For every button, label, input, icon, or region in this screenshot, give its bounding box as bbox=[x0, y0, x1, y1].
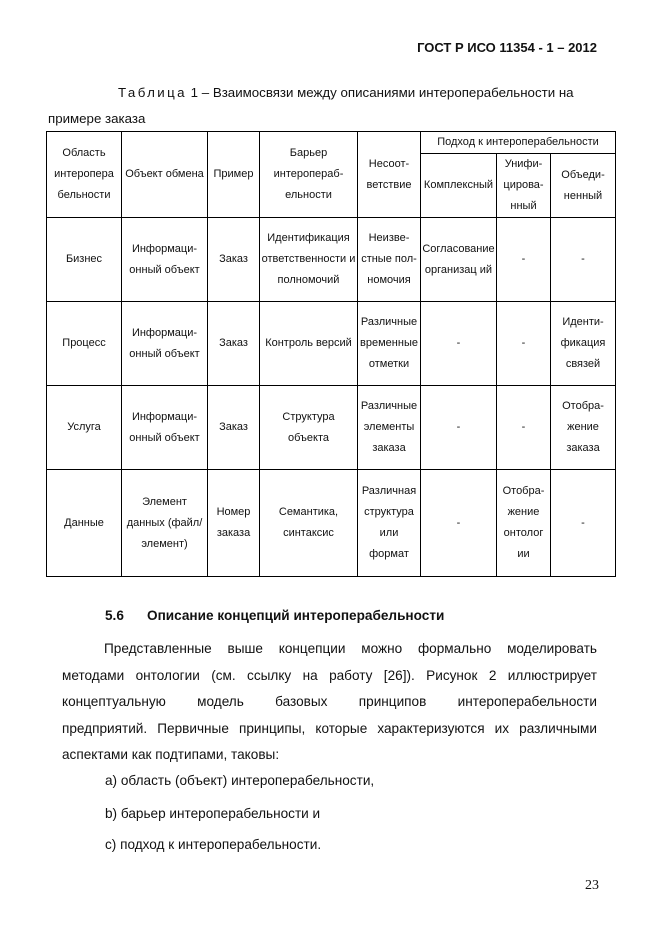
caption-label: Таблица bbox=[118, 85, 187, 100]
cell-example: Заказ bbox=[208, 302, 260, 386]
header-federated: Объединенный bbox=[551, 154, 616, 218]
cell-integrated: - bbox=[421, 386, 497, 470]
cell-integrated: - bbox=[421, 302, 497, 386]
table-row bbox=[47, 470, 616, 577]
table-row bbox=[47, 218, 616, 302]
cell-mismatch: Различные элементы заказа bbox=[358, 386, 421, 470]
cell-federated: - bbox=[551, 470, 616, 577]
cell-federated: Идентификация связей bbox=[551, 302, 616, 386]
section-number: 5.6 bbox=[105, 608, 124, 623]
cell-unified: Отображение онтолог ии bbox=[497, 470, 551, 577]
cell-area: Данные bbox=[47, 470, 122, 577]
page-number: 23 bbox=[585, 878, 599, 893]
cell-object: Элемент данных (файл/ элемент) bbox=[122, 470, 208, 577]
table-row bbox=[47, 302, 616, 386]
cell-object: Информационный объект bbox=[122, 302, 208, 386]
paragraph-line: предприятий. Первичные принципы, которые характеризуются их различными bbox=[62, 720, 597, 736]
header-integrated: Комплексный bbox=[421, 154, 497, 218]
header-barrier: Барьер интероперабельности bbox=[260, 132, 358, 218]
cell-unified: - bbox=[497, 218, 551, 302]
table-row bbox=[47, 386, 616, 470]
list-item: а) область (объект) интероперабельности, bbox=[105, 773, 375, 788]
interoperability-table bbox=[46, 131, 616, 577]
cell-area: Процесс bbox=[47, 302, 122, 386]
paragraph-line: аспектами как подтипами, таковы: bbox=[62, 747, 280, 762]
header-unified: Унифицированный bbox=[497, 154, 551, 218]
cell-integrated: Согласование организац ий bbox=[421, 218, 497, 302]
table-caption bbox=[48, 80, 608, 132]
cell-example: Номер заказа bbox=[208, 470, 260, 577]
cell-example: Заказ bbox=[208, 386, 260, 470]
header-object: Объект обмена bbox=[122, 132, 208, 218]
cell-barrier: Семантика, синтаксис bbox=[260, 470, 358, 577]
cell-unified: - bbox=[497, 302, 551, 386]
cell-barrier: Контроль версий bbox=[260, 302, 358, 386]
paragraph-line: Представленные выше концепции можно формально моделировать bbox=[104, 641, 597, 656]
caption-text-1: – Взаимосвязи между описаниями интероперабельности на bbox=[201, 85, 574, 100]
header-approach-group: Подход к интероперабельности bbox=[421, 132, 616, 154]
cell-object: Информационный объект bbox=[122, 218, 208, 302]
header-example: Пример bbox=[208, 132, 260, 218]
section-heading bbox=[105, 608, 444, 623]
cell-mismatch: Неизвестные полномочия bbox=[358, 218, 421, 302]
cell-federated: Отображение заказа bbox=[551, 386, 616, 470]
cell-federated: - bbox=[551, 218, 616, 302]
paragraph-line: методами онтологии (см. ссылку на работу [26]). Рисунок 2 иллюстрирует bbox=[62, 667, 597, 683]
header-row-1 bbox=[47, 132, 616, 154]
section-title: Описание концепций интероперабельности bbox=[147, 608, 445, 623]
cell-unified: - bbox=[497, 386, 551, 470]
caption-line-2: примере заказа bbox=[48, 111, 146, 126]
cell-barrier: Идентификация ответственности и полномочий bbox=[260, 218, 358, 302]
header-mismatch: Несоответствие bbox=[358, 132, 421, 218]
paragraph-line: концептуальную модель базовых принципов интероперабельности bbox=[62, 694, 597, 709]
cell-example: Заказ bbox=[208, 218, 260, 302]
cell-mismatch: Различные временные отметки bbox=[358, 302, 421, 386]
cell-mismatch: Различная структура или формат bbox=[358, 470, 421, 577]
header-area: Область интеропера бельности bbox=[47, 132, 122, 218]
caption-number: 1 bbox=[190, 85, 199, 100]
caption-line-1 bbox=[48, 80, 608, 106]
cell-area: Услуга bbox=[47, 386, 122, 470]
cell-barrier: Структура объекта bbox=[260, 386, 358, 470]
standard-header: ГОСТ Р ИСО 11354 - 1 – 2012 bbox=[417, 40, 597, 55]
list-item: с) подход к интероперабельности. bbox=[105, 837, 322, 852]
cell-object: Информационный объект bbox=[122, 386, 208, 470]
cell-integrated: - bbox=[421, 470, 497, 577]
list-item: b) барьер интероперабельности и bbox=[105, 806, 321, 821]
body-paragraph bbox=[62, 636, 597, 769]
cell-area: Бизнес bbox=[47, 218, 122, 302]
